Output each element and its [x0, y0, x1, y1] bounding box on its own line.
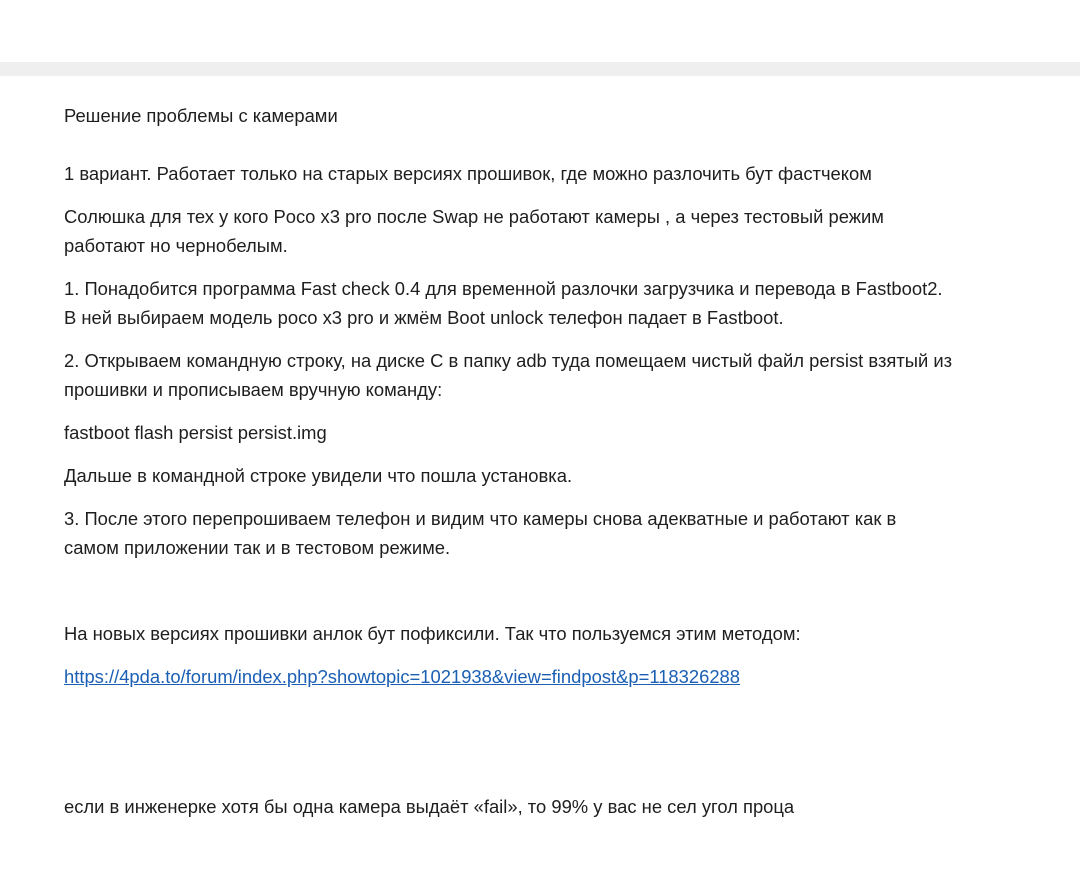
document-title: Решение проблемы с камерами: [64, 105, 338, 126]
page-separator: [0, 62, 1080, 76]
footer-note: если в инженерке хотя бы одна камера выдаёт «fail», то 99% у вас не сел угол проца: [64, 796, 795, 817]
step-1-line-2: В ней выбираем модель poco x3 pro и жмём Boot unlock телефон падает в Fastboot.: [64, 307, 784, 328]
previous-page-fragment: [0, 0, 1080, 62]
clipped-text-line: [64, 0, 304, 2]
new-versions-note: На новых версиях прошивки анлок бут пофиксили. Так что пользуемся этим методом:: [64, 623, 801, 644]
step-2-line-2: прошивки и прописываем вручную команду:: [64, 379, 443, 400]
intro-line-1: Солюшка для тех у кого Poco x3 pro после Swap не работают камеры , а через тестовый режим: [64, 206, 884, 227]
fastboot-command: fastboot flash persist persist.img: [64, 422, 327, 443]
intro-line-2: работают но чернобелым.: [64, 235, 288, 256]
forum-link[interactable]: https://4pda.to/forum/index.php?showtopic=1021938&view=findpost&p=118326288: [64, 666, 741, 687]
step-1-line-1: 1. Понадобится программа Fast check 0.4 для временной разлочки загрузчика и перевода в Fastboot2.: [64, 278, 943, 299]
document-page: [0, 76, 1080, 876]
step-2-line-1: 2. Открываем командную строку, на диске C в папку adb туда помещаем чистый файл persist взятый из: [64, 350, 953, 371]
variant-1-paragraph: 1 вариант. Работает только на старых версиях прошивок, где можно разлочить бут фастчеком: [64, 163, 872, 184]
step-3-line-1: 3. После этого перепрошиваем телефон и видим что камеры снова адекватные и работают как в: [64, 508, 897, 529]
step-3-line-2: самом приложении так и в тестовом режиме.: [64, 537, 451, 558]
after-command-note: Дальше в командной строке увидели что пошла установка.: [64, 465, 573, 486]
